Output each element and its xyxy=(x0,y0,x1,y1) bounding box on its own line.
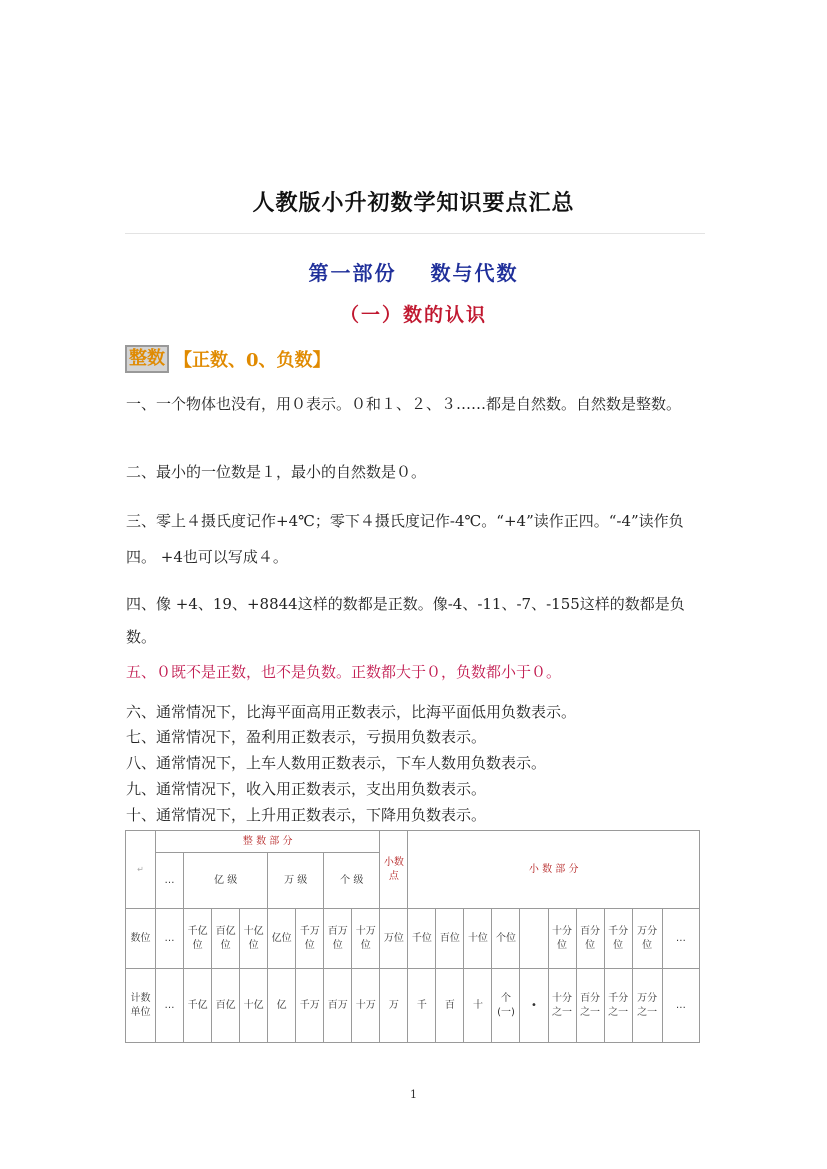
decimal-part-header: 小 数 部 分 xyxy=(408,831,700,909)
wan-group: 万 级 xyxy=(268,853,324,909)
place-cell: 万位 xyxy=(380,909,408,969)
place-cell: 百位 xyxy=(436,909,464,969)
place-cell: 十万位 xyxy=(352,909,380,969)
unit-cell: 千 xyxy=(408,969,436,1043)
place-cell: 百分位 xyxy=(576,909,604,969)
page-number: 1 xyxy=(410,1088,417,1101)
unit-row-label: 计数单位 xyxy=(126,969,156,1043)
unit-cell: 十 xyxy=(464,969,492,1043)
item-5: 五、０既不是正数，也不是负数。正数都大于０，负数都小于０。 xyxy=(126,663,562,681)
item-4: 四、像 +4、19、+8844这样的数都是正数。像-4、-11、-7、-155这样的数都是负数。 xyxy=(126,595,685,646)
part-name: 数与代数 xyxy=(430,261,519,285)
item-7: 七、通常情况下，盈利用正数表示，亏损用负数表示。 xyxy=(126,728,487,746)
part-number: 第一部份 xyxy=(308,261,397,285)
unit-cell: … xyxy=(156,969,184,1043)
unit-cell: 十亿 xyxy=(240,969,268,1043)
unit-cell: 万分之一 xyxy=(632,969,662,1043)
ge-group: 个 级 xyxy=(324,853,380,909)
place-cell: 百亿位 xyxy=(212,909,240,969)
place-row-label: 数位 xyxy=(126,909,156,969)
item-3: 三、零上４摄氏度记作+4℃；零下４摄氏度记作-4℃。“+4”读作正四。“-4”读作负四。 +4也可以写成４。 xyxy=(126,512,684,566)
place-cell xyxy=(520,909,548,969)
item-2: 二、最小的一位数是１，最小的自然数是０。 xyxy=(126,463,427,481)
unit-cell: … xyxy=(662,969,699,1043)
topic-tag: 整数 xyxy=(125,345,169,373)
unit-cell: 百亿 xyxy=(212,969,240,1043)
item-6: 六、通常情况下，比海平面高用正数表示，比海平面低用负数表示。 xyxy=(126,703,577,721)
integer-part-header: 整 数 部 分 xyxy=(156,831,380,853)
title-divider xyxy=(125,233,705,234)
place-cell: 十位 xyxy=(464,909,492,969)
decimal-point-header: 小数点 xyxy=(380,831,408,909)
unit-cell: 十万 xyxy=(352,969,380,1043)
item-9: 九、通常情况下，收入用正数表示，支出用负数表示。 xyxy=(126,780,487,798)
yi-group: 亿 级 xyxy=(184,853,268,909)
unit-cell: 千分之一 xyxy=(604,969,632,1043)
unit-cell: 百 xyxy=(436,969,464,1043)
place-cell: 个位 xyxy=(492,909,520,969)
place-cell: 百万位 xyxy=(324,909,352,969)
place-cell: 万分位 xyxy=(632,909,662,969)
place-value-table xyxy=(125,830,700,1043)
place-cell: 亿位 xyxy=(268,909,296,969)
unit-cell: 百分之一 xyxy=(576,969,604,1043)
place-cell: … xyxy=(156,909,184,969)
topic-title: 【正数、0、负数】 xyxy=(174,350,331,371)
section-heading: （一）数的认识 xyxy=(339,304,487,326)
group-ellipsis: … xyxy=(156,853,184,909)
item-8: 八、通常情况下，上车人数用正数表示，下车人数用负数表示。 xyxy=(126,754,547,772)
document-title: 人教版小升初数学知识要点汇总 xyxy=(252,190,575,216)
item-1: 一、一个物体也没有，用０表示。０和１、２、３……都是自然数。自然数是整数。 xyxy=(126,395,682,413)
unit-cell: 个(一) xyxy=(492,969,520,1043)
place-cell: 千万位 xyxy=(296,909,324,969)
place-cell: 十分位 xyxy=(548,909,576,969)
place-cell: 千亿位 xyxy=(184,909,212,969)
place-cell: 千位 xyxy=(408,909,436,969)
unit-cell: 万 xyxy=(380,969,408,1043)
unit-cell: 百万 xyxy=(324,969,352,1043)
item-10: 十、通常情况下，上升用正数表示，下降用负数表示。 xyxy=(126,806,487,824)
unit-cell: 千亿 xyxy=(184,969,212,1043)
corner-cell: ↵ xyxy=(126,831,156,909)
place-cell: 十亿位 xyxy=(240,909,268,969)
unit-cell: 亿 xyxy=(268,969,296,1043)
unit-cell: • xyxy=(520,969,548,1043)
place-cell: 千分位 xyxy=(604,909,632,969)
unit-cell: 千万 xyxy=(296,969,324,1043)
part-heading xyxy=(0,257,827,286)
unit-cell: 十分之一 xyxy=(548,969,576,1043)
place-cell: … xyxy=(662,909,699,969)
